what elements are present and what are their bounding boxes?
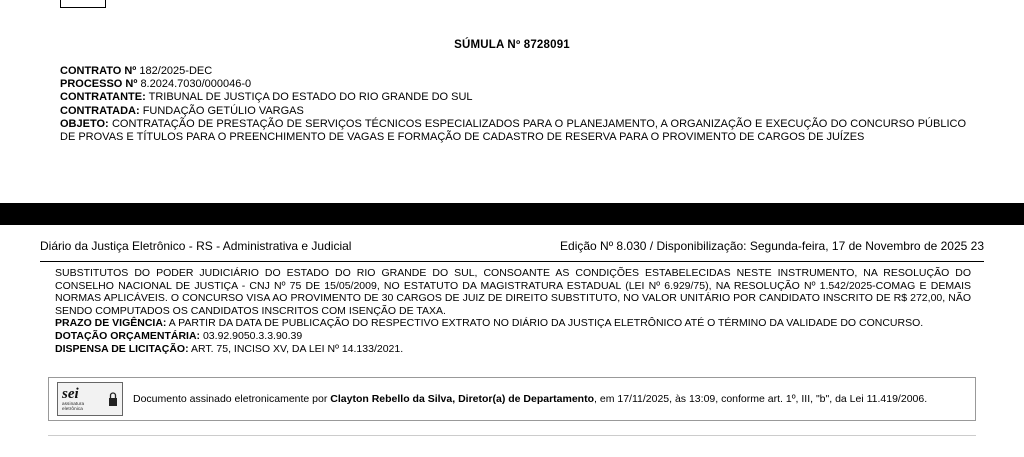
contract-details-block — [60, 65, 966, 144]
footer-divider — [48, 435, 976, 436]
field-contratada — [60, 105, 966, 118]
field-processo-value: 8.2024.7030/000046-0 — [140, 78, 252, 91]
journal-header-right: Edição Nº 8.030 / Disponibilização: Segunda-feira, 17 de Novembro de 2025 23 — [560, 239, 984, 253]
page-top-stub — [60, 0, 106, 8]
header-divider — [40, 261, 984, 262]
field-processo — [60, 78, 966, 91]
journal-header-left: Diário da Justiça Eletrônico - RS - Administrativa e Judicial — [40, 239, 352, 253]
field-contrato-label: CONTRATO Nº — [60, 65, 137, 77]
field-objeto-value: CONTRATAÇÃO DE PRESTAÇÃO DE SERVIÇOS TÉCNICOS ESPECIALIZADOS PARA O PLANEJAMENTO, A ORGANIZAÇÃO E EXECUÇÃO DO CONCURSO PÚBLICO DE PROVAS E TÍTULOS PARA O PREENCHIMENTO DE VAGAS E FORMAÇÃO DE CADASTRO DE RESERVA PARA O PROVIMENTO DE CARGOS DE JUÍZES — [60, 117, 966, 144]
dispensa-label: DISPENSA DE LICITAÇÃO: — [55, 342, 189, 355]
prazo-text: A PARTIR DA DATA DE PUBLICAÇÃO DO RESPECTIVO EXTRATO NO DIÁRIO DA JUSTIÇA ELETRÔNICO ATÉ O TÉRMINO DA VALIDADE DO CONCURSO. — [168, 317, 924, 330]
journal-header — [40, 238, 984, 254]
sei-logo-word: sei — [62, 385, 79, 402]
sumula-title: SÚMULA Nº 8728091 — [454, 39, 570, 51]
field-objeto — [60, 118, 966, 144]
sei-logo-icon — [57, 382, 123, 416]
field-contrato — [60, 65, 966, 78]
paragraph-dispensa — [55, 343, 971, 356]
sei-logo-subtitle-1: assinatura — [62, 400, 85, 406]
top-document-section — [0, 0, 1024, 203]
dotacao-text: 03.92.9050.3.3.90.39 — [202, 329, 303, 342]
signature-signer: Clayton Rebello da Silva, Diretor(a) de Departamento — [330, 392, 595, 405]
field-contratada-label: CONTRATADA: — [60, 104, 140, 117]
field-contratante-label: CONTRATANTE: — [60, 91, 146, 104]
dispensa-text: ART. 75, INCISO XV, DA LEI Nº 14.133/2021. — [190, 342, 404, 355]
signature-text — [133, 393, 965, 406]
page-separator-band — [0, 203, 1024, 225]
field-contratante — [60, 91, 966, 104]
field-contratada-value: FUNDAÇÃO GETÚLIO VARGAS — [142, 104, 304, 117]
field-contratante-value: TRIBUNAL DE JUSTIÇA DO ESTADO DO RIO GRANDE DO SUL — [148, 91, 473, 104]
paragraph-prazo — [55, 317, 971, 330]
field-objeto-label: OBJETO: — [60, 117, 109, 130]
signature-suffix: , em 17/11/2025, às 13:09, conforme art. 1º, III, "b", da Lei 11.419/2006. — [594, 392, 928, 405]
lock-icon — [108, 391, 118, 407]
journal-body-text — [55, 267, 971, 355]
field-contrato-value: 182/2025-DEC — [139, 65, 213, 77]
sei-logo-subtitle-2: eletrônica — [62, 406, 83, 411]
signature-prefix: Documento assinado eletronicamente por — [133, 392, 331, 405]
paragraph-dotacao — [55, 330, 971, 343]
paragraph-continuation: SUBSTITUTOS DO PODER JUDICIÁRIO DO ESTADO DO RIO GRANDE DO SUL, CONSOANTE AS CONDIÇÕES ESTABELECIDAS NESTE INSTRUMENTO, NA RESOLUÇÃO DO CONSELHO NACIONAL DE JUSTIÇA - CNJ Nº 75 DE 15/05/2009, NO ESTATUTO DA MAGISTRATURA ESTADUAL (LEI Nº 6.929/75), NA RESOLUÇÃO Nº 1.542/2025-COMAG E DEMAIS NORMAS APLICÁVEIS. O CONCURSO VISA AO PROVIMENTO DE 30 CARGOS DE JUIZ DE DIREITO SUBSTITUTO, NO VALOR UNITÁRIO POR CANDIDATO INSCRITO DE R$ 272,00, NÃO SENDO COMPUTADOS OS CANDIDATOS INSCRITOS COM ISENÇÃO DE TAXA. — [55, 267, 971, 317]
dotacao-label: DOTAÇÃO ORÇAMENTÁRIA: — [55, 329, 201, 342]
prazo-label: PRAZO DE VIGÊNCIA: — [55, 317, 167, 330]
electronic-signature-box — [48, 377, 976, 421]
bottom-document-section — [0, 225, 1024, 457]
field-processo-label: PROCESSO Nº — [60, 78, 138, 91]
